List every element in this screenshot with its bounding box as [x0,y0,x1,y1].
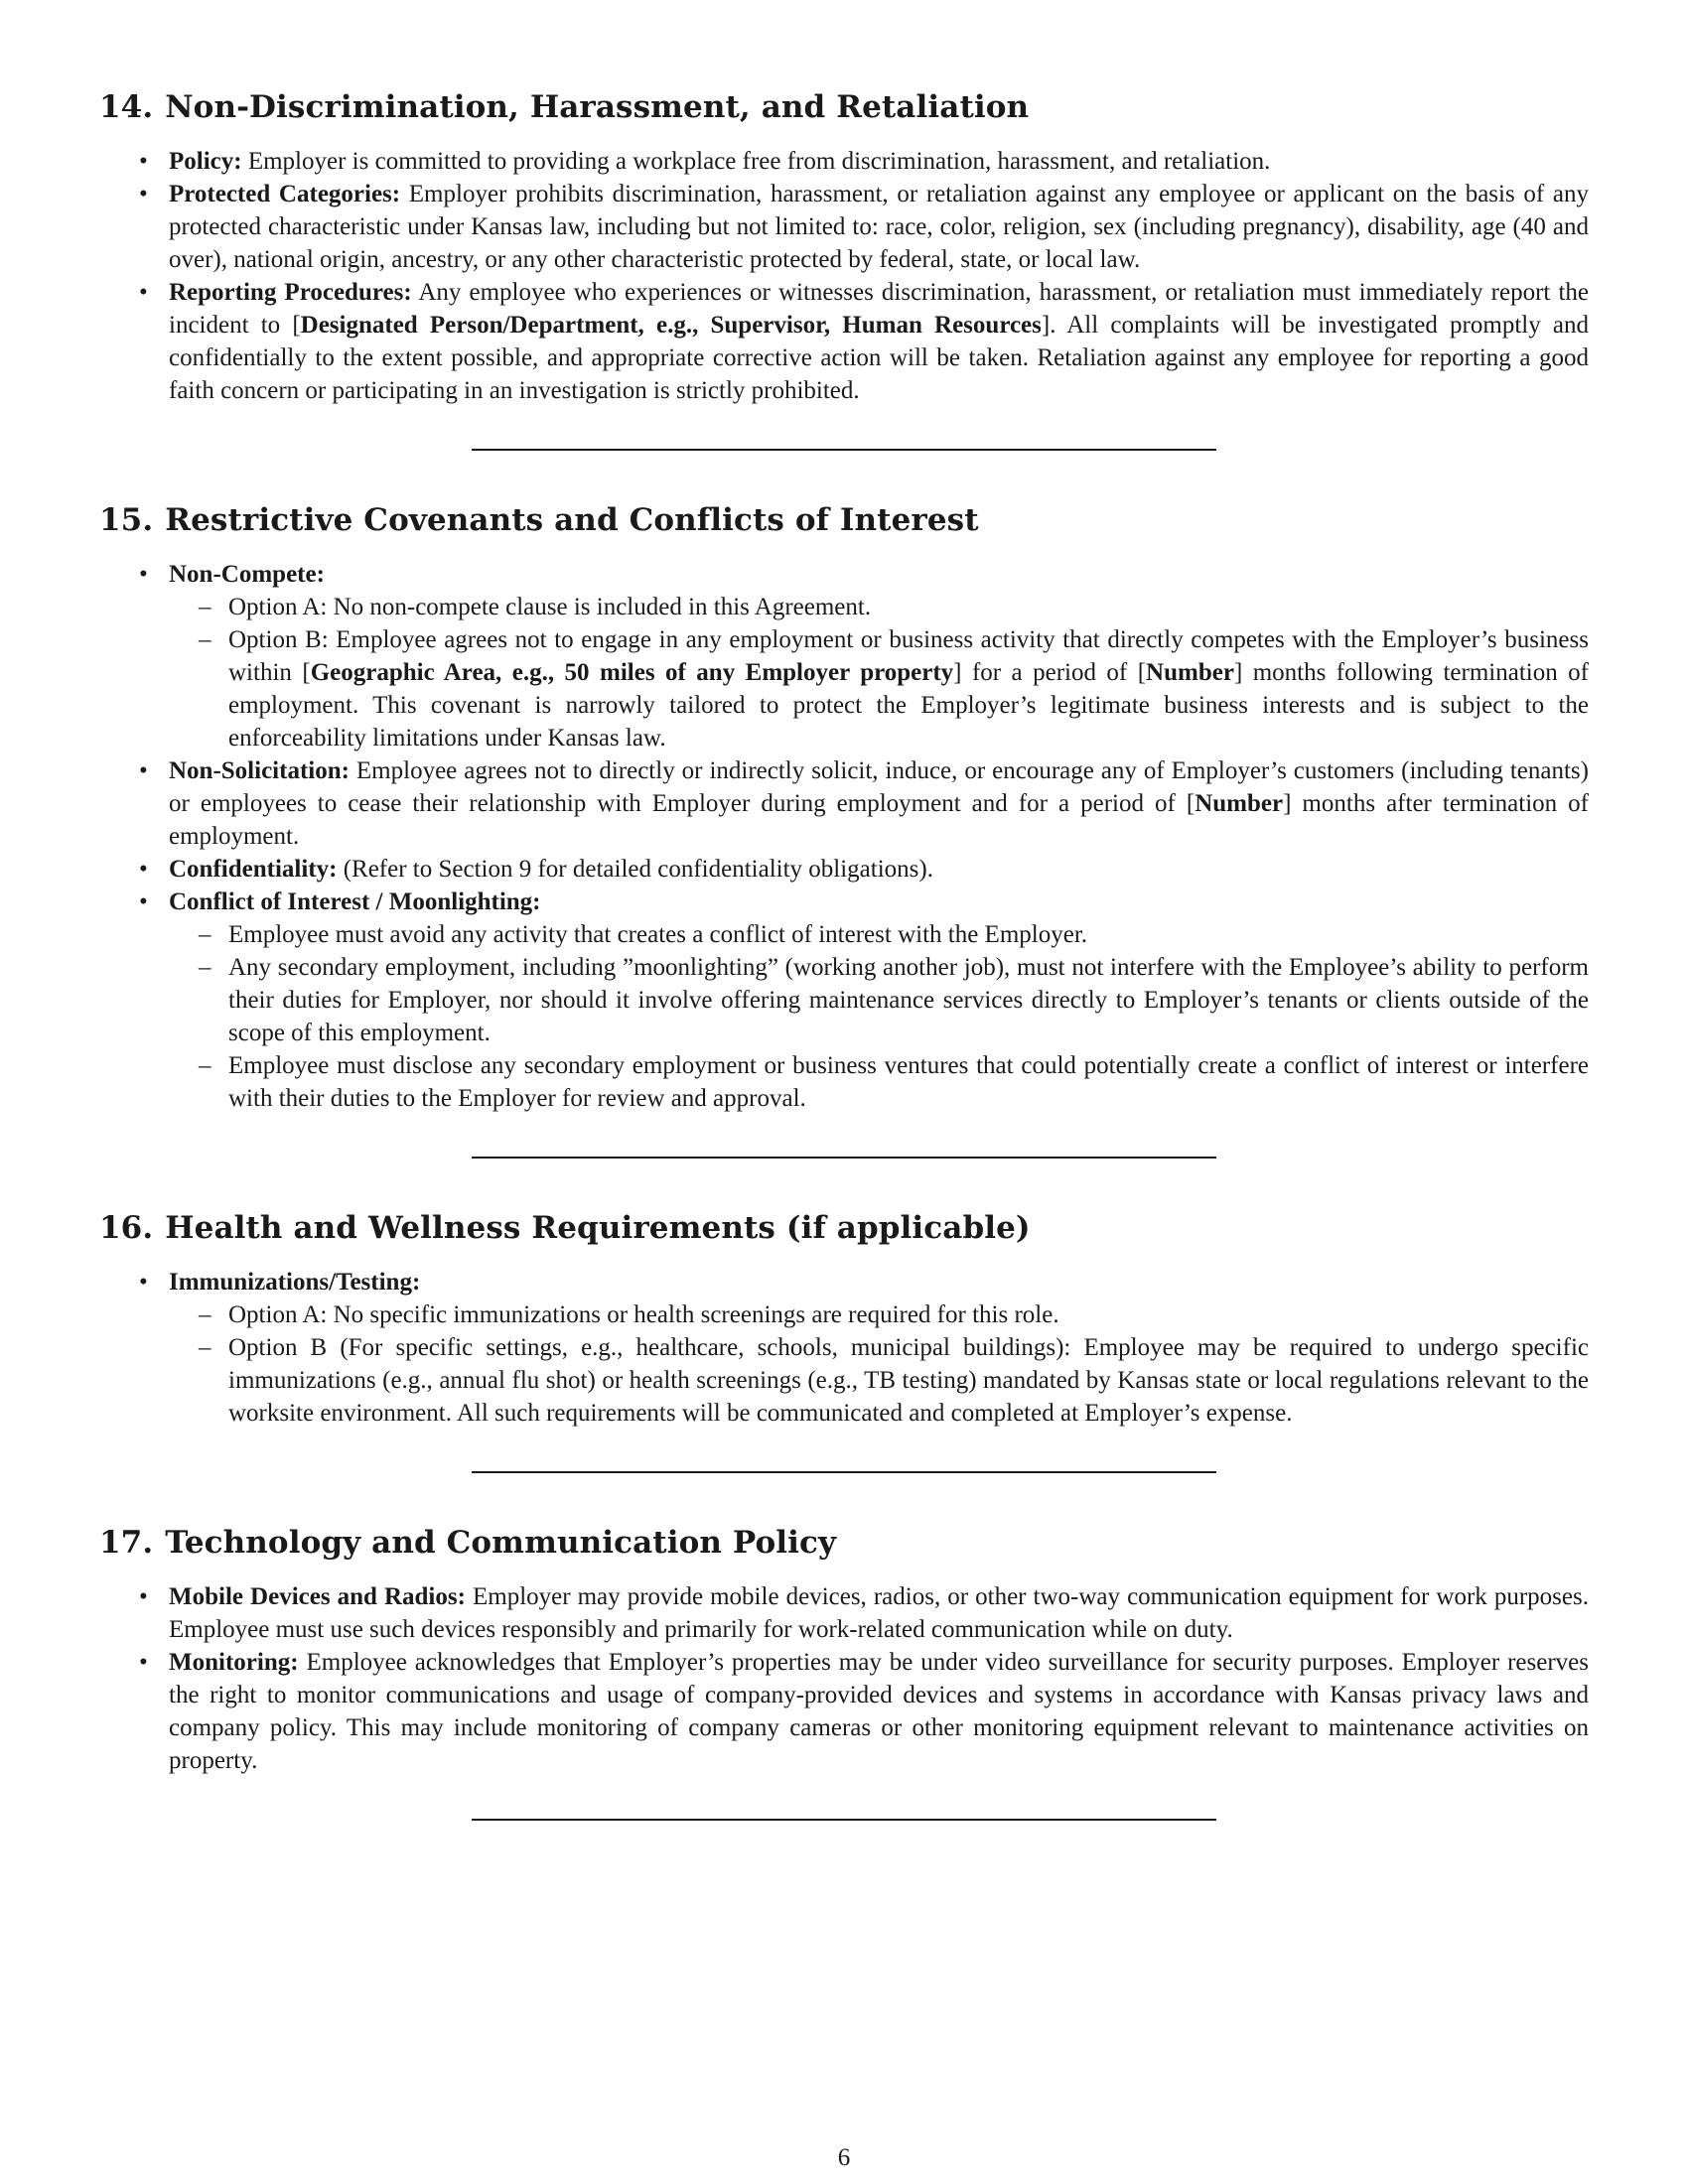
sub-list [169,918,1589,1115]
section-17 [99,1523,1589,1821]
item-text: Option B: Employee agrees not to engage in any employment or business activity that directly competes with the Employer’s business within [ [228,626,1589,686]
item-label: Mobile Devices and Radios: [169,1583,466,1610]
section-15 [99,500,1589,1159]
document-page [99,87,1589,1821]
item-text: Employee acknowledges that Employer’s properties may be under video surveillance for security purposes. Employer reserves the right to monitor communications and usage of company-provided devices and systems in accordance with Kansas privacy laws and company policy. This may include monitoring of company cameras or other monitoring equipment relevant to maintenance activities on property. [169,1649,1589,1774]
item-label: Non-Compete: [169,561,325,588]
page-number: 6 [837,2144,851,2171]
placeholder-text: Designated Person/Department, e.g., Supervisor, Human Resources [300,312,1042,339]
list-item-conflict-of-interest [169,886,1589,1115]
placeholder-text: Geographic Area, e.g., 50 miles of any Employer property [310,659,954,686]
section-title: Restrictive Covenants and Conflicts of Interest [165,502,979,538]
list-item-monitoring [169,1646,1589,1777]
item-label: Confidentiality: [169,856,338,883]
section-heading [99,500,1589,540]
bullet-list [99,1266,1589,1430]
list-item-non-compete [169,558,1589,754]
section-14 [99,87,1589,451]
list-item-non-solicitation [169,754,1589,853]
list-item-mobile-devices [169,1580,1589,1646]
list-item-reporting-procedures [169,276,1589,407]
item-label: Protected Categories: [169,181,401,207]
section-number: 16. [99,1210,154,1246]
item-label: Monitoring: [169,1649,299,1676]
sub-item-option-a: – Option A: No non-compete clause is included in this Agreement. [228,591,1589,623]
item-text: ] months following termination of employment. This covenant is narrowly tailored to protect the Employer’s legitimate business interests and is subject to the enforceability limitations under Kansas law. [228,659,1589,751]
item-text: ] months after termination of employment. [169,790,1589,850]
item-text: ] for a period of [ [953,659,1147,686]
bullet-list [99,1580,1589,1777]
sub-item: – Any secondary employment, including ”moonlighting” (working another job), must not interfere with the Employee’s ability to perform their duties for Employer, nor should it involve offering maintenance services directly to Employer’s tenants or clients outside of the scope of this employment. [228,951,1589,1049]
bullet-list [99,558,1589,1115]
sub-item-option-b: – Option B (For specific settings, e.g., healthcare, schools, municipal buildings): Employee may be required to undergo specific immunizations (e.g., annual flu shot) or health screenings (e.g., TB testing) mandated by Kansas state or local regulations relevant to the worksite environment. All such requirements will be communicated and completed at Employer’s expense. [228,1331,1589,1430]
bullet-list [99,145,1589,407]
item-text: Any employee who experiences or witnesses discrimination, harassment, or retaliation must immediately report the incident to [ [169,279,1589,339]
item-text: Employer prohibits discrimination, harassment, or retaliation against any employee or applicant on the basis of any protected characteristic under Kansas law, including but not limited to: race, color, religion, sex (including pregnancy), disability, age (40 and over), national origin, ancestry, or any other characteristic protected by federal, state, or local law. [169,181,1589,273]
item-label: Immunizations/Testing: [169,1269,421,1296]
item-label: Non-Solicitation: [169,757,350,784]
sub-item-option-a: – Option A: No specific immunizations or health screenings are required for this role. [228,1298,1589,1331]
list-item-immunizations [169,1266,1589,1430]
item-label: Policy: [169,148,242,175]
section-heading [99,1208,1589,1248]
section-title: Non-Discrimination, Harassment, and Retaliation [165,89,1030,125]
sub-list [169,1298,1589,1430]
section-title: Technology and Communication Policy [165,1525,837,1561]
sub-list [169,591,1589,754]
sub-item: – Employee must disclose any secondary employment or business ventures that could potentially create a conflict of interest or interfere with their duties to the Employer for review and approval. [228,1049,1589,1115]
item-text: ]. All complaints will be investigated promptly and confidentially to the extent possible, and appropriate corrective action will be taken. Retaliation against any employee for reporting a good faith concern or participating in an investigation is strictly prohibited. [169,312,1589,404]
item-text: Employee agrees not to directly or indirectly solicit, induce, or encourage any of Employer’s customers (including tenants) or employees to cease their relationship with Employer during employment and for a period of [ [169,757,1589,817]
list-item-protected-categories [169,178,1589,276]
item-text: Employer is committed to providing a workplace free from discrimination, harassment, and retaliation. [241,148,1271,175]
item-text: (Refer to Section 9 for detailed confidentiality obligations). [337,856,933,883]
section-16 [99,1208,1589,1473]
item-label: Conflict of Interest / Moonlighting: [169,888,541,915]
section-number: 15. [99,502,154,538]
list-item-policy [169,145,1589,178]
section-number: 14. [99,89,154,125]
list-item-confidentiality [169,853,1589,886]
divider [472,1819,1216,1821]
placeholder-text: Number [1146,659,1234,686]
sub-item: – Employee must avoid any activity that creates a conflict of interest with the Employer. [228,918,1589,951]
placeholder-text: Number [1195,790,1284,817]
section-number: 17. [99,1525,154,1561]
section-title: Health and Wellness Requirements (if applicable) [165,1210,1031,1246]
section-heading [99,87,1589,127]
item-label: Reporting Procedures: [169,279,412,306]
section-heading [99,1523,1589,1563]
sub-item-option-b [228,623,1589,754]
item-text: Employer may provide mobile devices, radios, or other two-way communication equipment for work purposes. Employee must use such devices responsibly and primarily for work-related communication while on duty. [169,1583,1589,1643]
